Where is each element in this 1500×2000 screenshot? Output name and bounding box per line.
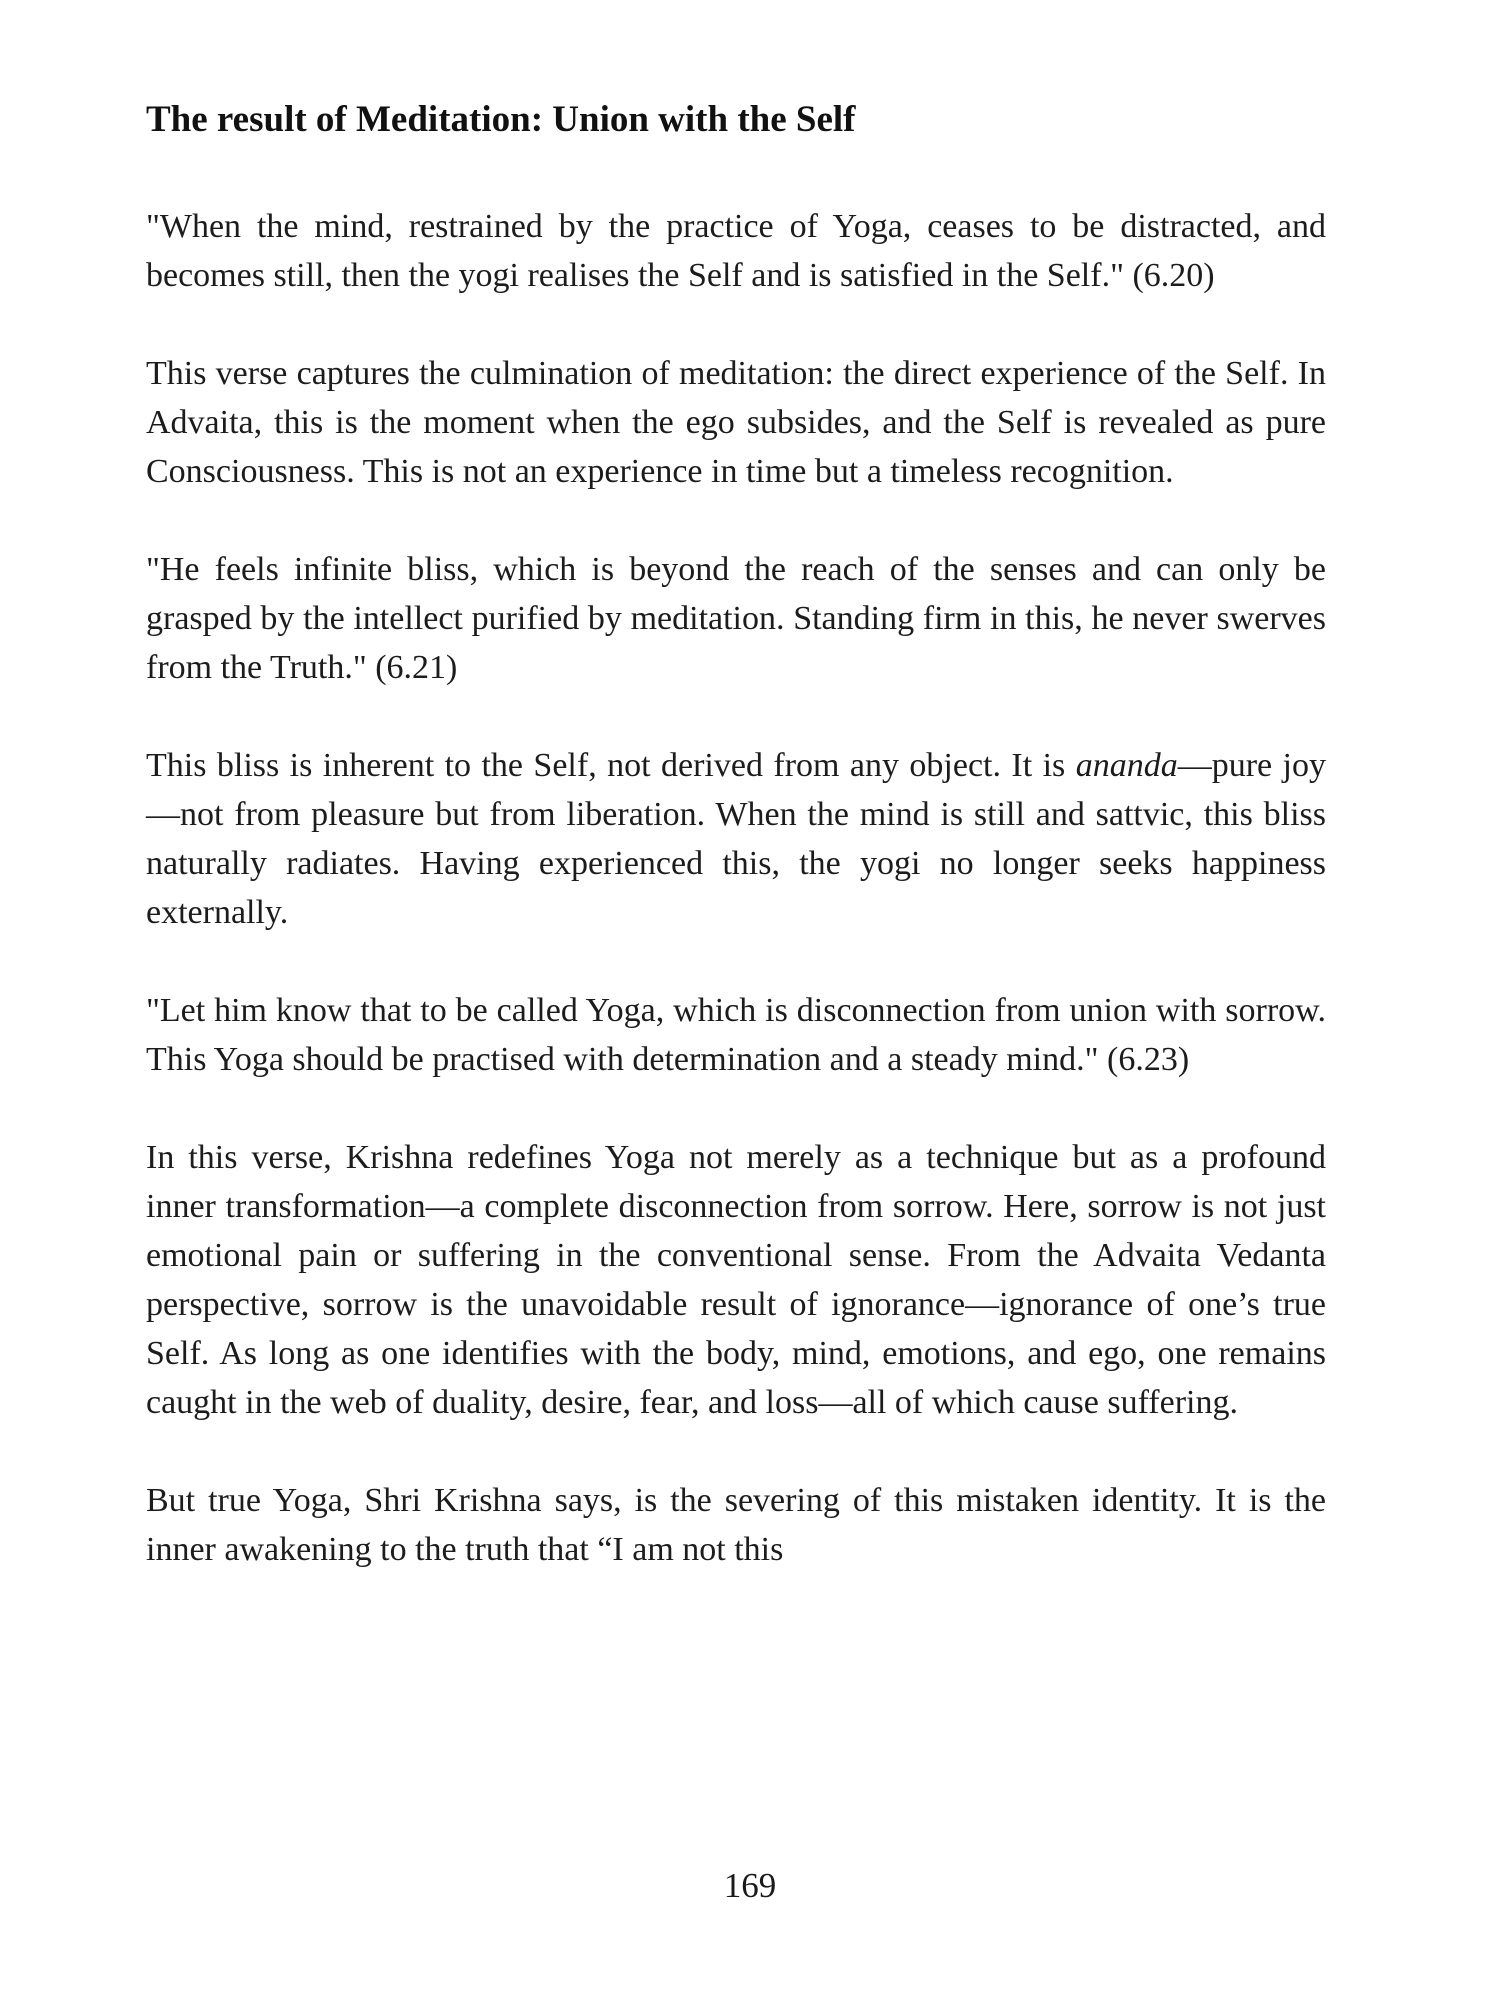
page-content xyxy=(146,98,1326,1623)
ananda-term: ananda xyxy=(1075,747,1178,785)
section-heading: The result of Meditation: Union with the Self xyxy=(146,99,856,140)
page-number: 169 xyxy=(723,1866,777,1905)
commentary-paragraph-2 xyxy=(146,741,1326,937)
verse-6-20-quote: "When the mind, restrained by the practice of Yoga, ceases to be distracted, and becomes still, then the yogi realises the Self and is satisfied in the Self." (6.20) xyxy=(146,208,1326,295)
verse-6-23-quote: "Let him know that to be called Yoga, which is disconnection from union with sorrow. This Yoga should be practised with determination and a steady mind." (6.23) xyxy=(146,992,1326,1079)
commentary-paragraph-2-end: —pure joy—not from pleasure but from liberation. When the mind is still and sattvic, this bliss naturally radiates. Having experienced this, the yogi no longer seeks happiness externally. xyxy=(146,747,1327,932)
commentary-paragraph-4: But true Yoga, Shri Krishna says, is the severing of this mistaken identity. It is the inner awakening to the truth that “I am not this xyxy=(146,1482,1326,1569)
commentary-paragraph-2-start: This bliss is inherent to the Self, not derived from any object. It is xyxy=(146,747,1076,785)
commentary-paragraph-3: In this verse, Krishna redefines Yoga not merely as a technique but as a profound inner transformation—a complete disconnection from sorrow. Here, sorrow is not just emotional pain or suffering in the conventional sense. From the Advaita Vedanta perspective, sorrow is the unavoidable result of ignorance—ignorance of one’s true Self. As long as one identifies with the body, mind, emotions, and ego, one remains caught in the web of duality, desire, fear, and loss—all of which cause suffering. xyxy=(146,1139,1326,1422)
verse-6-21-quote: "He feels infinite bliss, which is beyond the reach of the senses and can only be grasped by the intellect purified by meditation. Standing firm in this, he never swerves from the Truth." (6.21) xyxy=(146,551,1326,687)
commentary-paragraph-1: This verse captures the culmination of meditation: the direct experience of the Self. In Advaita, this is the moment when the ego subsides, and the Self is revealed as pure Consciousness. This is not an experience in time but a timeless recognition. xyxy=(146,355,1326,491)
